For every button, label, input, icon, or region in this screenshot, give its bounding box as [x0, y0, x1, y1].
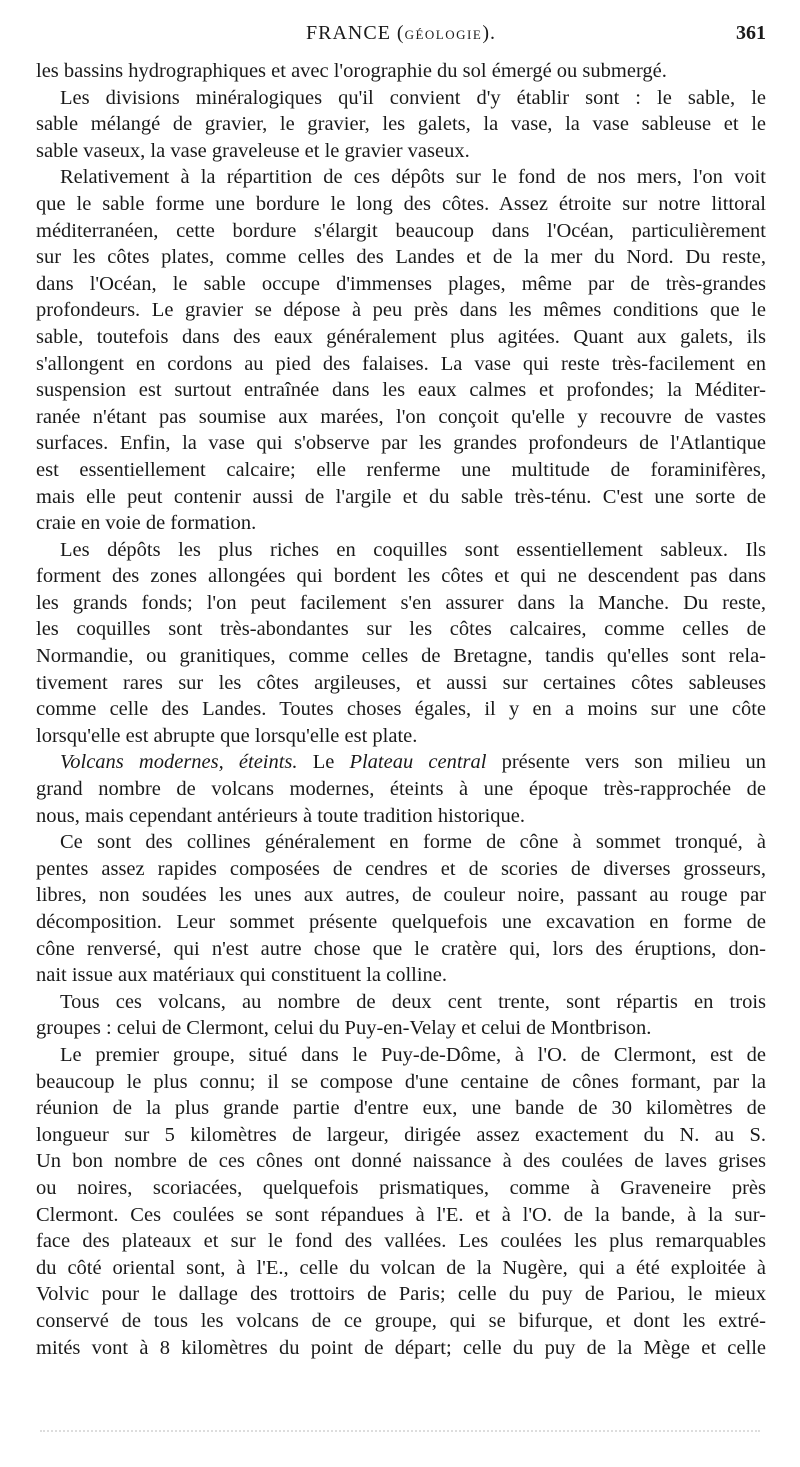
- text-segment: mais elle peut contenir aussi de l'argile et du sable très-ténu. C'est une sorte de: [36, 485, 766, 508]
- text-segment: cône renversé, qui n'est autre chose que le cratère qui, lors des éruptions, don-: [36, 937, 766, 960]
- text-line: [36, 218, 766, 245]
- page-bottom-artifact: [40, 1430, 760, 1440]
- text-segment: Clermont. Ces coulées se sont répandues à l'E. et à l'O. de la bande, à la sur-: [36, 1203, 766, 1226]
- text-segment: s'allongent en cordons au pied des falaises. La vase qui reste très-facilement en: [36, 352, 766, 375]
- text-segment: beaucoup le plus connu; il se compose d'une centaine de cônes formant, par la: [36, 1070, 766, 1093]
- text-line: [36, 324, 766, 351]
- text-line: [36, 484, 766, 511]
- text-segment: sable, toutefois dans des eaux généralement plus agitées. Quant aux galets, ils: [36, 325, 766, 348]
- text-segment: face des plateaux et sur le fond des vallées. Les coulées les plus remarquables: [36, 1230, 766, 1253]
- text-line: [36, 1095, 766, 1122]
- text-line: [36, 1015, 766, 1042]
- text-segment: est essentiellement calcaire; elle renferme une multitude de foraminifères,: [36, 458, 766, 481]
- text-segment: profondeurs. Le gravier se dépose à peu près dans les mêmes conditions que le: [36, 299, 766, 322]
- text-line: [36, 138, 766, 165]
- text-line: [36, 803, 766, 830]
- text-line: [36, 936, 766, 963]
- text-segment: ou noires, scoriacées, quelquefois prismatiques, comme à Graveneire près: [36, 1176, 766, 1199]
- text-line: [36, 1069, 766, 1096]
- text-line: [36, 1122, 766, 1149]
- text-segment: ranée n'étant pas soumise aux marées, l'on conçoit qu'elle y recouvre de vastes: [36, 405, 766, 428]
- text-segment: du côté oriental sont, à l'E., celle du volcan de la Nugère, qui a été exploitée à: [36, 1256, 766, 1279]
- text-segment: Ce sont des collines généralement en forme de cône à sommet tronqué, à: [60, 831, 766, 854]
- text-segment: Un bon nombre de ces cônes ont donné naissance à des coulées de laves grises: [36, 1150, 766, 1173]
- text-segment: surfaces. Enfin, la vase qui s'observe par les grandes profondeurs de l'Atlantique: [36, 432, 766, 455]
- text-segment: méditerranéen, cette bordure s'élargit beaucoup dans l'Océan, particulièrement: [36, 219, 766, 242]
- text-segment: nait issue aux matériaux qui constituent la colline.: [36, 964, 448, 987]
- text-line: [36, 430, 766, 457]
- text-line: [36, 563, 766, 590]
- text-segment: comme celle des Landes. Toutes choses égales, il y en a moins sur une côte: [36, 698, 766, 721]
- text-segment: nous, mais cependant antérieurs à toute tradition historique.: [36, 804, 526, 827]
- text-segment: libres, non soudées les unes aux autres, de couleur noire, passant au rouge par: [36, 884, 766, 907]
- text-line: [36, 1202, 766, 1229]
- text-segment: suspension est surtout entraînée dans les eaux calmes et profondes; la Médite: [36, 379, 753, 402]
- text-segment: Le premier groupe, situé dans le Puy-de-Dôme, à l'O. de Clermont, est de: [60, 1043, 766, 1066]
- text-line: [36, 510, 766, 537]
- text-line: [36, 1228, 766, 1255]
- text-line: [36, 1255, 766, 1282]
- running-title-end: ).: [482, 22, 496, 44]
- running-title-smallcaps: GÉOLOGIE: [404, 27, 483, 42]
- text-line: [36, 962, 766, 989]
- text-line: [36, 297, 766, 324]
- text-segment: Normandie, ou granitiques, comme celles de Bretagne, tandis qu'elles sont rela-: [36, 645, 766, 668]
- text-line: [36, 1335, 766, 1362]
- text-line: [36, 590, 766, 617]
- text-segment: réunion de la plus grande partie d'entre eux, une bande de 30 kilomètres de: [36, 1097, 766, 1120]
- text-line: [36, 723, 766, 750]
- text-segment: [486, 751, 501, 773]
- text-segment: les grands fonds; l'on peut facilement s'en assurer dans la Manche. Du reste,: [36, 591, 766, 614]
- text-segment: sable mélangé de gravier, le gravier, les galets, la vase, la vase sableuse et le: [36, 113, 766, 136]
- text-segment: Les dépôts les plus riches en coquilles sont essentiellement sableux. Ils: [60, 538, 766, 561]
- text-segment: que le sable forme une bordure le long des côtes. Assez étroite sur notre littoral: [36, 192, 766, 215]
- text-segment: tivement rares sur les côtes argileuses, et aussi sur certaines côtes sableuses: [36, 671, 766, 694]
- text-segment: dans l'Océan, le sable occupe d'immenses plages, même par de très-grandes: [36, 272, 766, 295]
- text-line: [36, 1042, 766, 1069]
- text-segment: r-: [752, 379, 766, 402]
- text-line: [36, 377, 766, 404]
- text-segment: sur les côtes plates, comme celles des Landes et de la mer du Nord. Du reste,: [36, 246, 766, 269]
- text-segment: conservé de tous les volcans de ce groupe, qui se bifurque, et dont les extré-: [36, 1309, 766, 1332]
- text-segment: mités vont à 8 kilomètres du point de départ; celle du puy de la Mège et celle: [36, 1336, 766, 1359]
- text-segment: lorsqu'elle est abrupte que lorsqu'elle est plate.: [36, 724, 418, 747]
- text-line: [36, 856, 766, 883]
- page-number: 361: [736, 22, 766, 44]
- text-line: [36, 989, 766, 1016]
- text-line: [36, 1308, 766, 1335]
- text-line: [36, 909, 766, 936]
- text-segment: décomposition. Leur sommet présente quelquefois une excavation en forme de: [36, 911, 766, 933]
- text-line: [36, 191, 766, 218]
- text-line: [36, 457, 766, 484]
- text-line: [36, 670, 766, 697]
- text-line: [36, 829, 766, 856]
- text-line: [36, 537, 766, 564]
- text-segment: forment des zones allongées qui bordent les côtes et qui ne descendent pas dans: [36, 565, 766, 588]
- text-line: [36, 882, 766, 909]
- text-segment: grand nombre de volcans modernes, éteints à une époque très-rapprochée de: [36, 778, 766, 801]
- text-line: [36, 244, 766, 271]
- text-line: [36, 749, 766, 776]
- text-line: [36, 111, 766, 138]
- running-head: [36, 22, 766, 52]
- text-line: [36, 643, 766, 670]
- text-segment: Le: [297, 751, 350, 774]
- running-title-main: FRANCE (: [306, 22, 405, 44]
- text-segment: groupes : celui de Clermont, celui du Puy-en-Velay et celui de Montbrison.: [36, 1017, 652, 1040]
- text-line: [36, 696, 766, 723]
- running-title: [36, 22, 766, 45]
- text-segment: les bassins hydrographiques et avec l'orographie du sol émergé ou submergé.: [36, 60, 667, 82]
- body-text: [36, 58, 766, 1361]
- text-line: [36, 776, 766, 803]
- text-segment: Volvic pour le dallage des trottoirs de Paris; celle du puy de Pariou, le mieux: [36, 1283, 766, 1306]
- text-line: [36, 616, 766, 643]
- text-segment: sable vaseux, la vase graveleuse et le gravier vaseux.: [36, 139, 470, 162]
- text-line: [36, 1148, 766, 1175]
- text-segment: Les divisions minéralogiques qu'il convient d'y établir sont : le sable, le: [60, 86, 766, 109]
- text-line: [36, 164, 766, 191]
- text-line: [36, 85, 766, 112]
- text-segment: présente vers son milieu un: [501, 751, 767, 774]
- text-segment: les coquilles sont très-abondantes sur les côtes calcaires, comme celles de: [36, 618, 766, 641]
- italic-term: Plateau central: [349, 751, 487, 774]
- italic-heading: Volcans modernes, éteints.: [60, 751, 298, 774]
- text-segment: Relativement à la répartition de ces dépôts sur le fond de nos mers, l'on voit: [60, 166, 766, 189]
- text-line: [36, 271, 766, 298]
- text-line: [36, 1175, 766, 1202]
- text-line: [36, 58, 766, 85]
- text-segment: longueur sur 5 kilomètres de largeur, dirigée assez exactement du N. au S.: [36, 1123, 766, 1146]
- text-segment: Tous ces volcans, au nombre de deux cent trente, sont répartis en trois: [60, 990, 766, 1013]
- text-line: [36, 404, 766, 431]
- text-line: [36, 1281, 766, 1308]
- text-segment: pentes assez rapides composées de cendres et de scories de diverses grosseurs,: [36, 857, 766, 880]
- text-segment: craie en voie de formation.: [36, 512, 257, 535]
- text-line: [36, 351, 766, 378]
